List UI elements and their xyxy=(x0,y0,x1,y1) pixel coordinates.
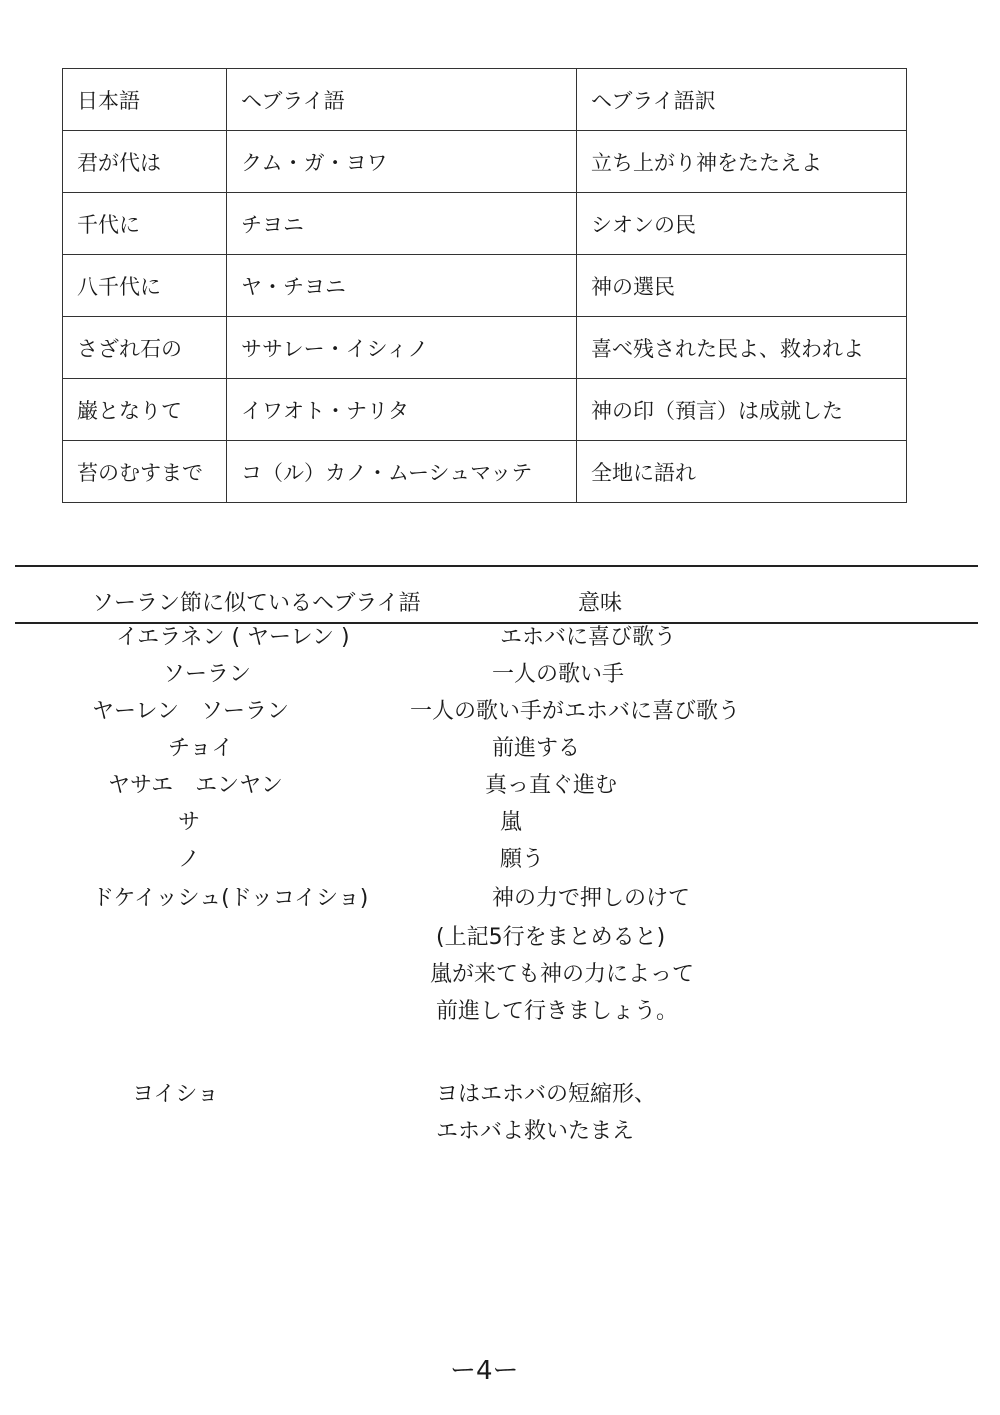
cell-japanese: 苔のむすまで xyxy=(63,441,227,503)
soran-meaning: 前進する xyxy=(492,736,581,761)
kimigayo-table xyxy=(62,68,907,503)
table-row xyxy=(63,317,907,379)
yoisho-term: ヨイショ xyxy=(132,1082,219,1107)
table-row xyxy=(63,193,907,255)
soran-header-meaning: 意味 xyxy=(578,591,623,616)
soran-header-term: ソーラン節に似ているヘブライ語 xyxy=(92,591,421,616)
cell-japanese: 巌となりて xyxy=(63,379,227,441)
page-number: ー4ー xyxy=(450,1356,519,1386)
soran-meaning: 神の力で押しのけて xyxy=(492,886,691,911)
cell-japanese: 千代に xyxy=(63,193,227,255)
soran-term: ドケイッシュ(ドッコイショ) xyxy=(92,886,369,911)
divider-top xyxy=(15,565,978,567)
table-header-row xyxy=(63,69,907,131)
table-row xyxy=(63,131,907,193)
cell-japanese: 君が代は xyxy=(63,131,227,193)
cell-translation: シオンの民 xyxy=(577,193,907,255)
yoisho-meaning: エホバよ救いたまえ xyxy=(436,1119,635,1144)
header-japanese: 日本語 xyxy=(63,69,227,131)
cell-translation: 立ち上がり神をたたえよ xyxy=(577,131,907,193)
cell-translation: 喜べ残された民よ、救われよ xyxy=(577,317,907,379)
cell-hebrew: ササレー・イシィノ xyxy=(227,317,577,379)
soran-term: ヤーレン ソーラン xyxy=(92,699,290,724)
cell-translation: 神の選民 xyxy=(577,255,907,317)
table-row xyxy=(63,255,907,317)
soran-meaning: 一人の歌い手 xyxy=(492,662,625,687)
table-row xyxy=(63,441,907,503)
yoisho-meaning: ヨはエホバの短縮形、 xyxy=(436,1082,657,1107)
summary-line: (上記5行をまとめると) xyxy=(436,925,666,950)
cell-translation: 神の印（預言）は成就した xyxy=(577,379,907,441)
soran-meaning: 願う xyxy=(500,847,545,872)
cell-japanese: 八千代に xyxy=(63,255,227,317)
table-row xyxy=(63,379,907,441)
cell-translation: 全地に語れ xyxy=(577,441,907,503)
soran-meaning: 一人の歌い手がエホバに喜び歌う xyxy=(410,699,741,724)
soran-term: ソーラン xyxy=(163,662,252,687)
soran-term: チョイ xyxy=(168,736,234,761)
cell-japanese: さざれ石の xyxy=(63,317,227,379)
header-hebrew-translation: ヘブライ語訳 xyxy=(577,69,907,131)
soran-meaning: エホバに喜び歌う xyxy=(500,625,677,650)
cell-hebrew: ヤ・チヨニ xyxy=(227,255,577,317)
header-hebrew: ヘブライ語 xyxy=(227,69,577,131)
soran-term: サ xyxy=(178,810,201,835)
soran-meaning: 真っ直ぐ進む xyxy=(485,773,618,798)
cell-hebrew: クム・ガ・ヨワ xyxy=(227,131,577,193)
soran-term: ヤサエ エンヤン xyxy=(108,773,283,798)
summary-line: 前進して行きましょう。 xyxy=(436,999,679,1024)
summary-line: 嵐が来ても神の力によって xyxy=(430,962,695,987)
soran-meaning: 嵐 xyxy=(500,810,523,835)
soran-term: ノ xyxy=(178,847,201,872)
cell-hebrew: コ（ル）カノ・ムーシュマッテ xyxy=(227,441,577,503)
soran-term: イエラネン ( ヤーレン ) xyxy=(116,625,350,650)
cell-hebrew: チヨニ xyxy=(227,193,577,255)
cell-hebrew: イワオト・ナリタ xyxy=(227,379,577,441)
